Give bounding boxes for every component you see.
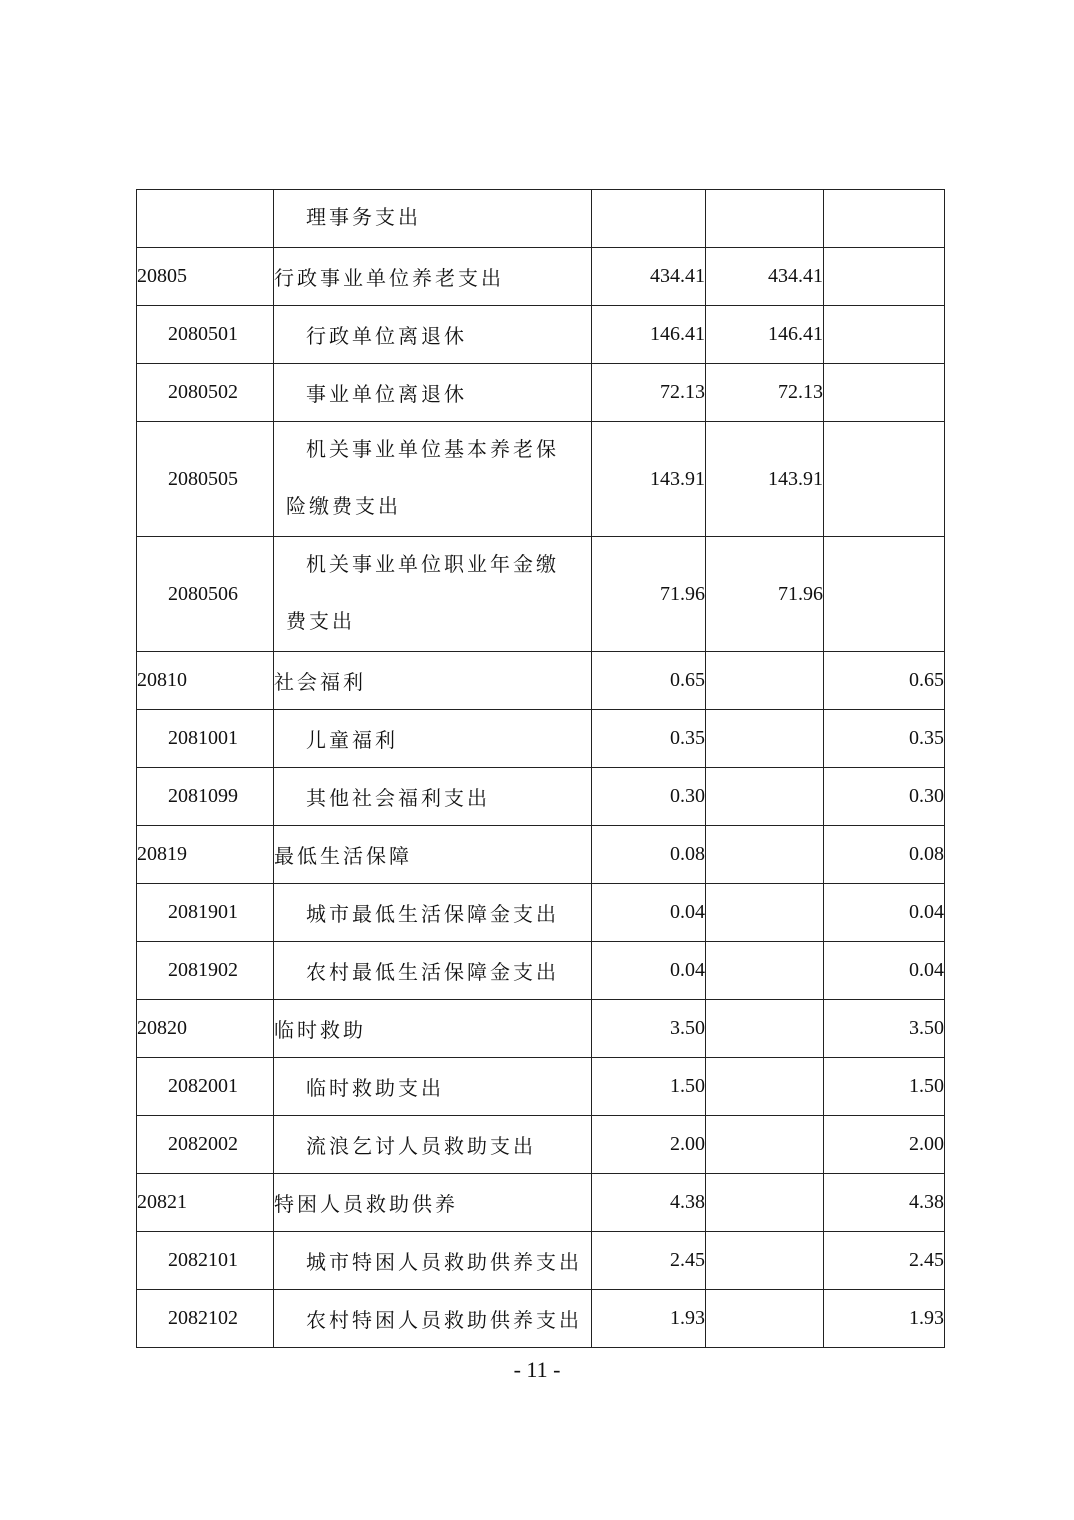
- cell-name: 流浪乞讨人员救助支出: [274, 1116, 592, 1174]
- cell-code: 2082101: [137, 1232, 274, 1290]
- table-row: [137, 364, 945, 422]
- table-row: [137, 537, 945, 652]
- cell-project: 0.65: [824, 652, 945, 710]
- cell-basic: [706, 1000, 824, 1058]
- cell-name: 城市特困人员救助供养支出: [274, 1232, 592, 1290]
- cell-basic: [706, 768, 824, 826]
- table-row: [137, 1116, 945, 1174]
- table-row: [137, 1290, 945, 1348]
- cell-total: 2.45: [592, 1232, 706, 1290]
- cell-total: 3.50: [592, 1000, 706, 1058]
- cell-name: 行政事业单位养老支出: [274, 248, 592, 306]
- cell-code: 2082001: [137, 1058, 274, 1116]
- cell-total: 146.41: [592, 306, 706, 364]
- cell-name: 社会福利: [274, 652, 592, 710]
- table-row: [137, 422, 945, 537]
- cell-project: 0.30: [824, 768, 945, 826]
- cell-code: [137, 190, 274, 248]
- table-row: [137, 826, 945, 884]
- cell-basic: [706, 652, 824, 710]
- cell-total: 0.65: [592, 652, 706, 710]
- table-row: [137, 306, 945, 364]
- cell-basic: [706, 1290, 824, 1348]
- cell-total: 0.04: [592, 942, 706, 1000]
- cell-code: 2082002: [137, 1116, 274, 1174]
- cell-project: 0.35: [824, 710, 945, 768]
- cell-total: 0.04: [592, 884, 706, 942]
- cell-basic: [706, 1232, 824, 1290]
- table-row: [137, 1232, 945, 1290]
- cell-basic: [706, 884, 824, 942]
- cell-basic: 71.96: [706, 537, 824, 652]
- cell-total: 0.35: [592, 710, 706, 768]
- cell-project: 2.00: [824, 1116, 945, 1174]
- cell-total: 2.00: [592, 1116, 706, 1174]
- cell-total: 4.38: [592, 1174, 706, 1232]
- cell-basic: [706, 826, 824, 884]
- table-row: [137, 1058, 945, 1116]
- cell-code: 2081902: [137, 942, 274, 1000]
- cell-code: 20819: [137, 826, 274, 884]
- table-row: [137, 884, 945, 942]
- cell-name: 儿童福利: [274, 710, 592, 768]
- cell-project: [824, 248, 945, 306]
- cell-total: 71.96: [592, 537, 706, 652]
- cell-name: 临时救助: [274, 1000, 592, 1058]
- cell-project: 3.50: [824, 1000, 945, 1058]
- table-row: [137, 1000, 945, 1058]
- cell-code: 2082102: [137, 1290, 274, 1348]
- cell-basic: [706, 1058, 824, 1116]
- cell-total: 143.91: [592, 422, 706, 537]
- cell-name: 机关事业单位职业年金缴费支出: [274, 537, 592, 652]
- cell-total: 434.41: [592, 248, 706, 306]
- table-body: [137, 190, 945, 1348]
- table-row: [137, 1174, 945, 1232]
- cell-project: 2.45: [824, 1232, 945, 1290]
- cell-name: 理事务支出: [274, 190, 592, 248]
- cell-name: 最低生活保障: [274, 826, 592, 884]
- cell-name: 城市最低生活保障金支出: [274, 884, 592, 942]
- cell-project: 4.38: [824, 1174, 945, 1232]
- cell-project: 0.04: [824, 884, 945, 942]
- cell-basic: [706, 1174, 824, 1232]
- cell-basic: 146.41: [706, 306, 824, 364]
- cell-code: 2080501: [137, 306, 274, 364]
- table-row: [137, 768, 945, 826]
- cell-basic: 143.91: [706, 422, 824, 537]
- cell-project: [824, 364, 945, 422]
- cell-basic: 434.41: [706, 248, 824, 306]
- cell-project: [824, 422, 945, 537]
- cell-total: [592, 190, 706, 248]
- cell-basic: 72.13: [706, 364, 824, 422]
- cell-code: 20805: [137, 248, 274, 306]
- budget-table: [136, 189, 945, 1348]
- cell-project: 1.50: [824, 1058, 945, 1116]
- cell-code: 2081901: [137, 884, 274, 942]
- cell-code: 2081099: [137, 768, 274, 826]
- cell-total: 1.50: [592, 1058, 706, 1116]
- table-row: [137, 190, 945, 248]
- cell-project: 1.93: [824, 1290, 945, 1348]
- cell-name: 农村特困人员救助供养支出: [274, 1290, 592, 1348]
- cell-basic: [706, 190, 824, 248]
- cell-name: 机关事业单位基本养老保险缴费支出: [274, 422, 592, 537]
- cell-name: 临时救助支出: [274, 1058, 592, 1116]
- cell-code: 20810: [137, 652, 274, 710]
- cell-basic: [706, 710, 824, 768]
- cell-basic: [706, 942, 824, 1000]
- table-row: [137, 652, 945, 710]
- cell-basic: [706, 1116, 824, 1174]
- cell-project: 0.08: [824, 826, 945, 884]
- cell-code: 20820: [137, 1000, 274, 1058]
- cell-project: 0.04: [824, 942, 945, 1000]
- cell-code: 20821: [137, 1174, 274, 1232]
- cell-name: 农村最低生活保障金支出: [274, 942, 592, 1000]
- cell-total: 1.93: [592, 1290, 706, 1348]
- cell-total: 72.13: [592, 364, 706, 422]
- cell-project: [824, 537, 945, 652]
- cell-name: 事业单位离退休: [274, 364, 592, 422]
- cell-name: 其他社会福利支出: [274, 768, 592, 826]
- cell-code: 2081001: [137, 710, 274, 768]
- cell-project: [824, 190, 945, 248]
- cell-name: 特困人员救助供养: [274, 1174, 592, 1232]
- cell-name: 行政单位离退休: [274, 306, 592, 364]
- page-number: - 11 -: [513, 1357, 561, 1382]
- cell-code: 2080506: [137, 537, 274, 652]
- cell-code: 2080505: [137, 422, 274, 537]
- cell-total: 0.08: [592, 826, 706, 884]
- table-row: [137, 942, 945, 1000]
- cell-project: [824, 306, 945, 364]
- table-row: [137, 710, 945, 768]
- cell-code: 2080502: [137, 364, 274, 422]
- cell-total: 0.30: [592, 768, 706, 826]
- table-row: [137, 248, 945, 306]
